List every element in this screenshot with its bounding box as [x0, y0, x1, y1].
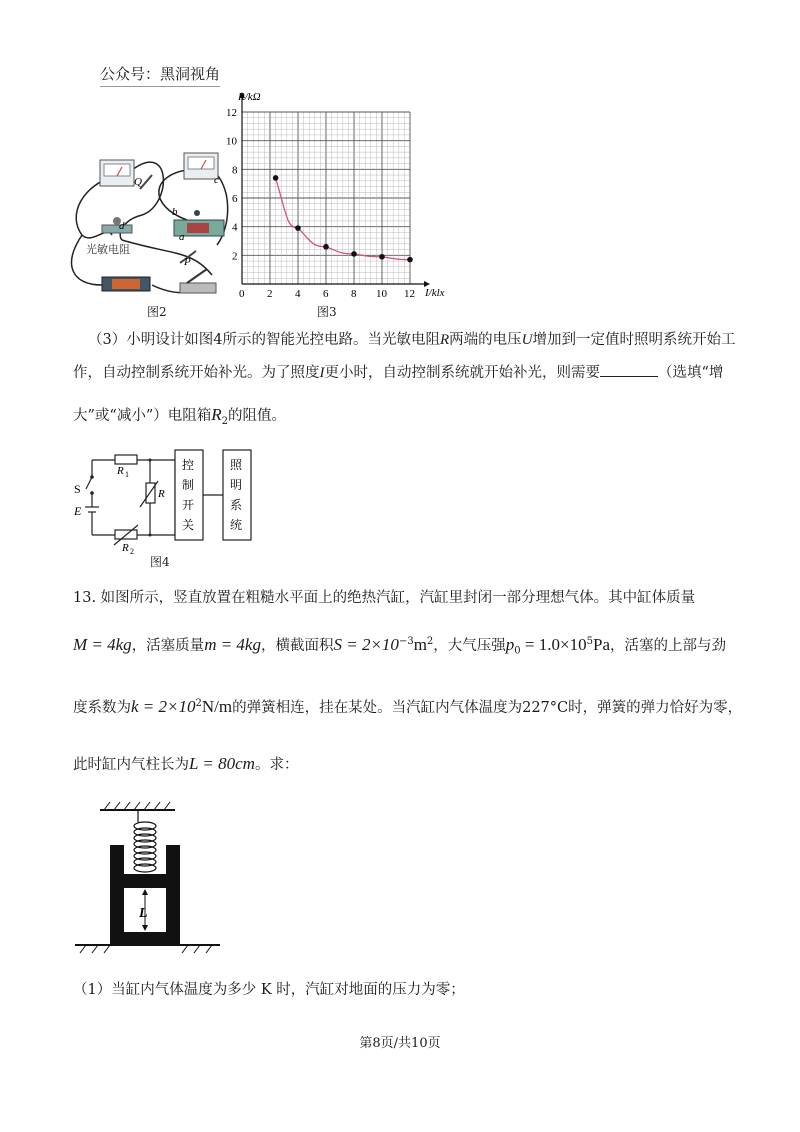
- q12-3-line2: 作，自动控制系统开始补光。为了照度I更小时，自动控制系统就开始补光，则需要 （选填“增: [73, 362, 723, 383]
- y-tick-label: 6: [232, 193, 238, 205]
- switch-d-icon: [102, 217, 132, 233]
- fig4-lighting-3: 统: [230, 518, 243, 532]
- fig4-r1: R: [117, 465, 124, 477]
- data-point: [323, 244, 329, 250]
- page-footer: 第8页/共10页: [359, 1036, 441, 1051]
- watermark: 公众号：黑洞视角: [100, 64, 220, 87]
- label-p: P: [184, 256, 191, 268]
- fig4-lighting-1: 明: [230, 478, 243, 492]
- x-tick-label: 10: [376, 288, 387, 300]
- fig4-e: E: [74, 504, 82, 518]
- spring-icon: [134, 822, 156, 872]
- label-q: Q: [134, 176, 142, 188]
- q13-line3: 度系数为$k = 2\times 10^2N/m$的弹簧相连，挂在某处。当汽缸内气体温度为227°C时，弹簧的弹力恰好为零，: [73, 696, 743, 716]
- fig4-control-2: 开: [182, 498, 195, 512]
- fig4-r1-sub: 1: [125, 470, 129, 479]
- meter-c-icon: [184, 153, 218, 179]
- answer-blank[interactable]: [600, 362, 658, 377]
- label-photoresistor: 光敏电阻: [86, 244, 130, 256]
- q13-sub1: （1）当缸内气体温度为多少 K 时，汽缸对地面的压力为零；: [73, 982, 465, 998]
- data-point: [295, 225, 301, 231]
- q12-3-line3: 大”或“减小”）电阻箱$R_2$的阻值。: [73, 405, 287, 427]
- label-a: a: [179, 231, 185, 243]
- label-c: c: [214, 174, 219, 186]
- cylinder-l-label: L: [139, 906, 148, 921]
- fig4-r: R: [158, 488, 165, 500]
- chart-grid: [242, 112, 410, 284]
- data-point: [273, 175, 279, 181]
- x-axis-label: I/klx: [425, 287, 445, 299]
- cylinder-diagram: [70, 800, 230, 960]
- meter-q-icon: [100, 160, 134, 186]
- figure-4-circuit: [70, 445, 260, 565]
- piston: [124, 874, 166, 888]
- fig4-r2-sub: 2: [130, 547, 134, 556]
- x-tick-label: 8: [351, 288, 357, 300]
- figure-2-caption: 图2: [147, 305, 167, 319]
- data-point: [407, 257, 413, 263]
- fig4-lighting-0: 照: [230, 458, 243, 472]
- y-tick-label: 12: [226, 107, 237, 119]
- fig4-r2: R: [122, 542, 129, 554]
- chart-axes: [239, 92, 430, 287]
- x-tick-label: 4: [295, 288, 301, 300]
- y-tick-label: 8: [232, 164, 238, 177]
- fig4-s: S: [74, 482, 81, 496]
- x-tick-label: 12: [404, 288, 415, 300]
- y-axis-label: R/kΩ: [238, 91, 261, 103]
- data-point: [379, 254, 385, 260]
- data-point: [351, 251, 357, 257]
- fig4-control-0: 控: [182, 458, 195, 472]
- q13-line1: 13. 如图所示，竖直放置在粗糙水平面上的绝热汽缸，汽缸里封闭一部分理想气体。其中缸体质量: [73, 590, 696, 606]
- x-tick-label: 0: [239, 288, 245, 300]
- label-b: b: [172, 206, 178, 218]
- q12-3-line1: （3）小明设计如图4所示的智能光控电路。当光敏电阻R两端的电压U增加到一定值时照明系统开始工: [88, 332, 736, 348]
- q13-line4: 此时缸内气柱长为L = 80cm。求：: [73, 754, 299, 773]
- label-d: d: [119, 220, 125, 232]
- y-tick-label: 4: [232, 221, 238, 234]
- y-tick-label: 2: [232, 250, 238, 263]
- q13-line2: M = 4kg，活塞质量m = 4kg，横截面积$S = 2\times 10^{-3}m^2$，大气压强$p_0 = 1.0\times 10^5Pa$，活塞的上部与劲: [73, 634, 726, 657]
- y-tick-label: 10: [226, 135, 237, 148]
- battery-icon: [102, 277, 150, 291]
- x-tick-label: 2: [267, 288, 273, 300]
- figure-4-caption: 图4: [150, 555, 170, 569]
- figure-3-chart: [220, 88, 460, 313]
- fig4-control-1: 制: [182, 478, 195, 492]
- fig4-control-3: 关: [182, 518, 195, 532]
- figure-2-circuit: [62, 145, 232, 305]
- x-tick-label: 6: [323, 288, 329, 300]
- figure-3-caption: 图3: [317, 305, 337, 319]
- fig4-lighting-2: 系: [230, 498, 243, 512]
